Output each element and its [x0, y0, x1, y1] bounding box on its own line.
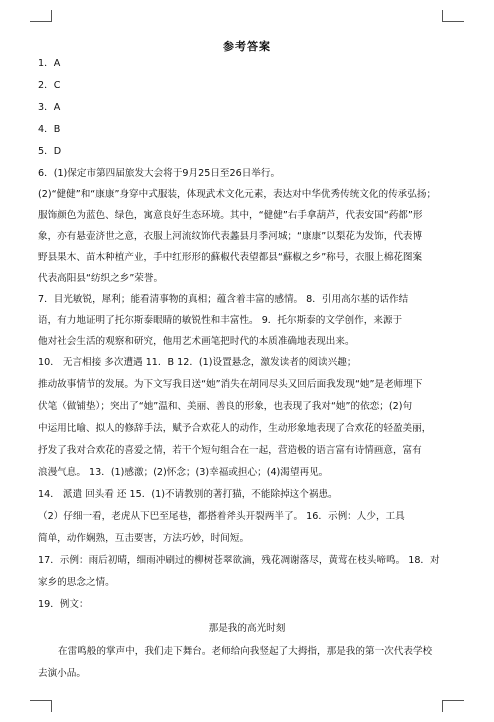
- crop-mark-bottom-right-v: [442, 700, 443, 712]
- answer-line: 中运用比喻、拟人的修辞手法，赋予合欢花人的动作，生动形象地表现了合欢花的轻盈美丽，: [38, 423, 432, 434]
- answer-line: 6．(1)保定市第四届旅发大会将于9月25日至26日举行。: [38, 168, 281, 179]
- essay-title: 那是我的高光时刻: [208, 623, 286, 634]
- answer-line: 1．A: [38, 58, 61, 69]
- answer-line: 代表高阳县“纺织之乡”荣誉。: [38, 273, 164, 284]
- answer-line: 伏笔（做铺垫）；突出了“她”温和、美丽、善良的形象，也表现了我对“她”的依恋；(2)句: [38, 401, 413, 412]
- answer-line: 5．D: [38, 146, 62, 157]
- crop-mark-top-right-v: [442, 10, 443, 22]
- crop-mark-top-right-h: [442, 21, 464, 22]
- crop-mark-top-left-v: [51, 10, 52, 22]
- crop-mark-bottom-left-h: [30, 700, 52, 701]
- answer-line: 简单，动作娴熟，互击要害，方法巧妙，时间短。: [38, 533, 250, 544]
- answer-line: 17．示例：雨后初晴，细雨冲刷过的柳树苍翠欲滴，残花凋谢落尽，黄莺在枝头啼鸣。 18．对: [38, 555, 440, 566]
- essay-line: 在雷鸣般的掌声中，我们走下舞台。老师给向我竖起了大拇指，那是我的第一次代表学校: [58, 646, 433, 657]
- answer-line: (2)“健健”和“康康”身穿中式服装，体现武术文化元素，表达对中华优秀传统文化的传承弘扬；: [38, 189, 437, 200]
- answer-line: 服饰颜色为蓝色、绿色，寓意良好生态环境。其中，“健健”右手拿葫芦，代表安国“药都”形: [38, 210, 423, 221]
- answer-line: 象，亦有悬壶济世之意，衣服上河流纹饰代表蠡县月季河城；“康康”以梨花为发饰，代表博: [38, 231, 423, 242]
- answer-line: 3．A: [38, 102, 61, 113]
- answer-line: 语，有力地证明了托尔斯泰眼睛的敏锐性和丰富性。 9．托尔斯泰的文学创作，来源于: [38, 315, 403, 326]
- answer-line: 14． 派遣 回头看 还 15．(1)不请教别的著打猫，不能除掉这个祸患。: [38, 489, 338, 500]
- crop-mark-bottom-right-h: [442, 700, 464, 701]
- crop-mark-bottom-left-v: [51, 700, 52, 712]
- answer-line: 野县果木、苗木种植产业，手中红形形的蘇椒代表望都县“蘇椒之乡”称号，衣服上棉花图案: [38, 252, 423, 263]
- answer-line: （2）仔细一看，老虎从下巴至尾巷，都搭着斧头开裂两半了。 16．示例：人少，工具: [38, 511, 405, 522]
- answer-line: 10． 无言相接 多次遭遇 11．B 12．(1)设置悬念，激发读者的阅读兴趣；: [38, 357, 357, 368]
- answer-line: 他对社会生活的观察和研究，他用艺术画笔把时代的本质准确地表现出来。: [38, 336, 355, 347]
- answer-line: 浪漫气息。 13．(1)感激；(2)怀念；(3)幸福或担心；(4)渴望再见。: [38, 467, 329, 478]
- answer-line: 2．C: [38, 80, 61, 91]
- answer-line: 4．B: [38, 124, 61, 135]
- essay-line: 去演小品。: [38, 668, 86, 679]
- crop-mark-top-left-h: [30, 21, 52, 22]
- answer-line: 抒发了我对合欢花的喜爱之情，若干个短句组合在一起，营造极的语言富有诗情画意，富有: [38, 445, 422, 456]
- answer-line: 推动故事情节的发展。为下文写我目送“她”消失在胡同尽头又回后面我发现“她”是老师埋下: [38, 379, 423, 390]
- answer-line: 家乡的思念之情。: [38, 577, 115, 588]
- document-title: 参考答案: [223, 40, 271, 53]
- answer-line: 7．目光敏锐，犀利；能看清事物的真相；蕴含着丰富的感情。 8．引用高尔基的话作结: [38, 294, 409, 305]
- answer-line: 19．例文：: [38, 599, 89, 610]
